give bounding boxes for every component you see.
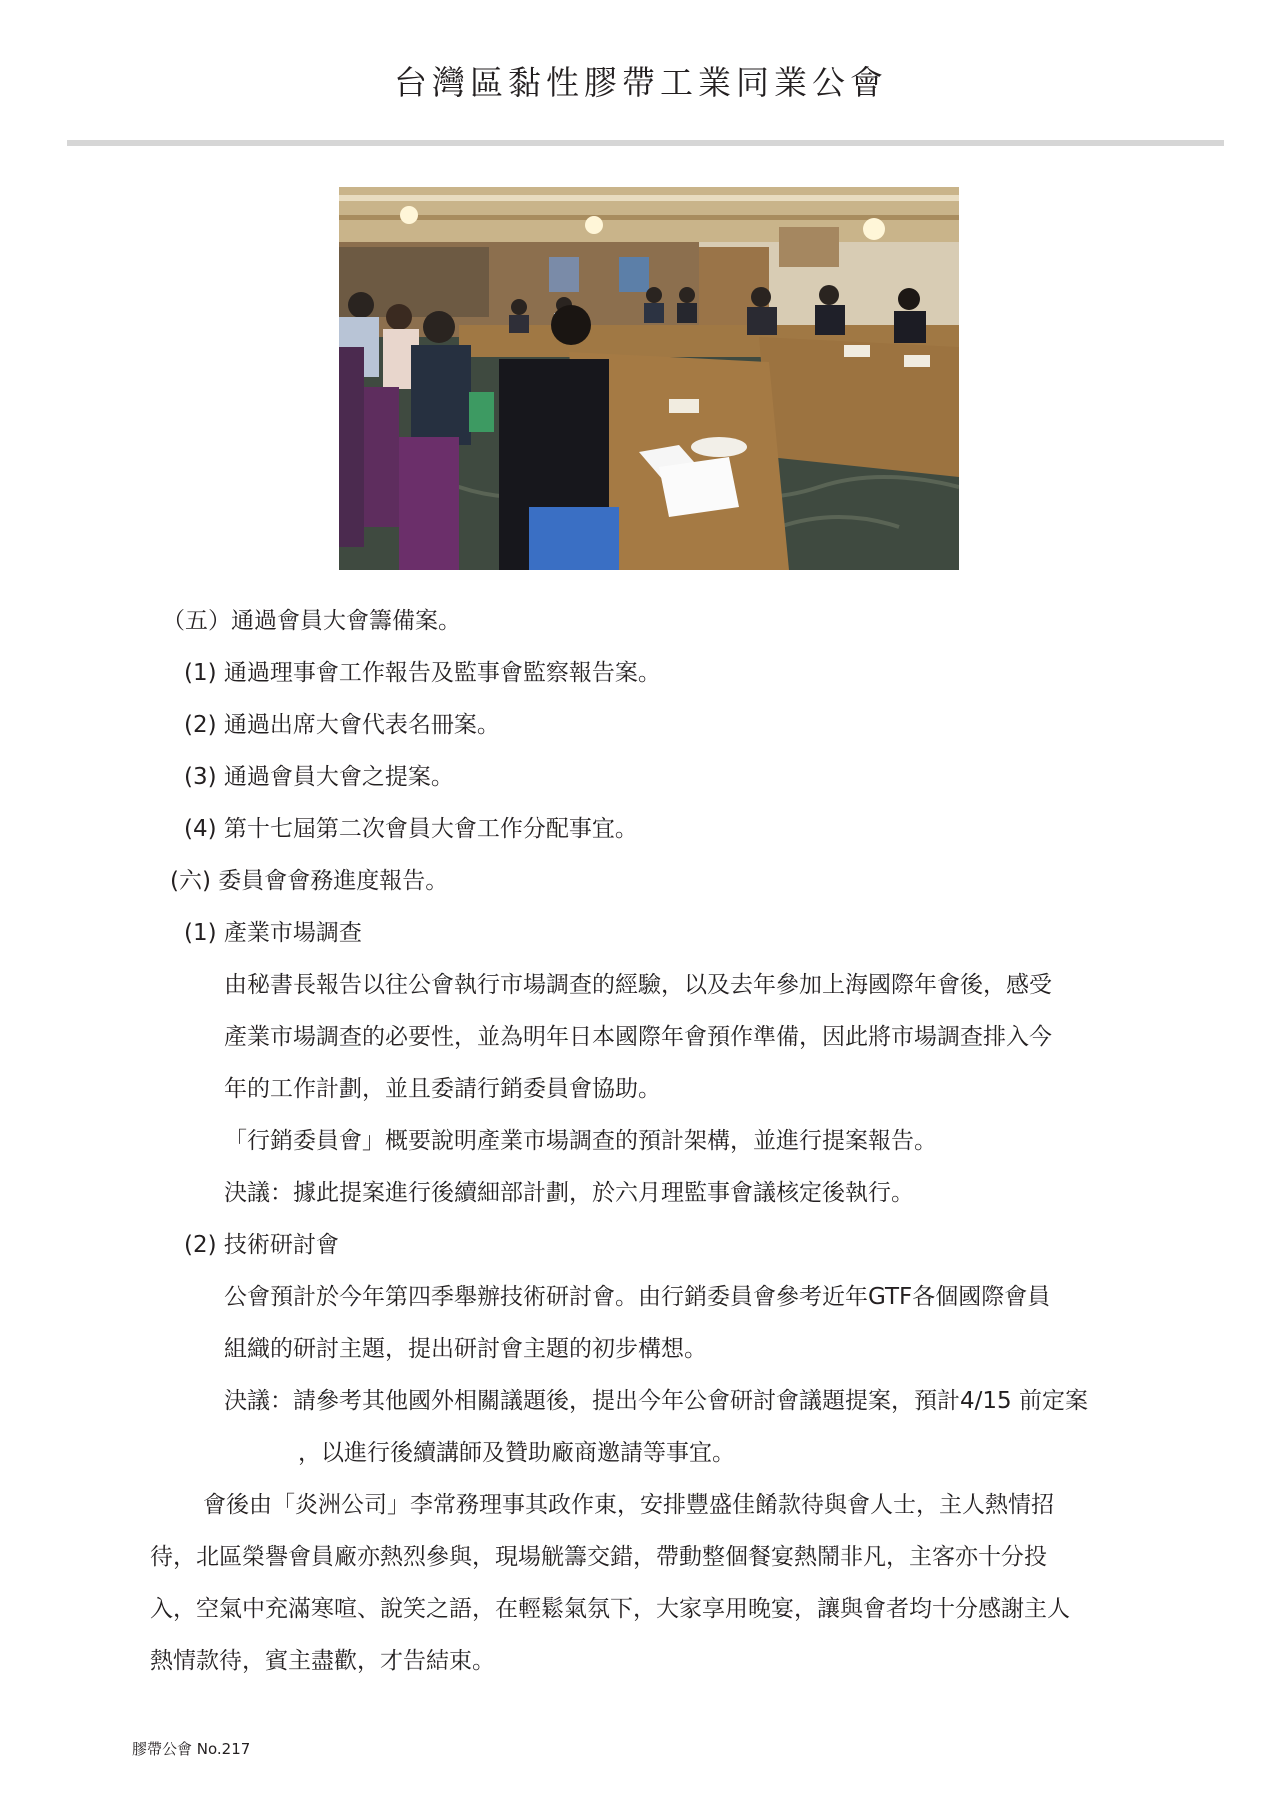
section-6-item-2-para-1-line-1: 公會預計於今年第四季舉辦技術研討會。由行銷委員會參考近年GTF各個國際會員 xyxy=(224,1284,1051,1310)
closing-para-line-3: 入，空氣中充滿寒喧、說笑之語，在輕鬆氣氛下，大家享用晚宴，讓與會者均十分感謝主人 xyxy=(150,1596,1070,1622)
closing-para-line-4: 熱情款待，賓主盡歡，才告結束。 xyxy=(150,1648,495,1674)
section-6-item-2-resolution-line-2: ，以進行後續講師及贊助廠商邀請等事宜。 xyxy=(298,1440,735,1466)
header-divider xyxy=(67,140,1224,146)
section-5-heading: （五）通過會員大會籌備案。 xyxy=(162,608,461,634)
section-6-item-2-para-1-line-2: 組織的研討主題，提出研討會主題的初步構想。 xyxy=(224,1336,707,1362)
section-6-item-1-para-1-line-2: 產業市場調查的必要性，並為明年日本國際年會預作準備，因此將市場調查排入今 xyxy=(224,1024,1052,1050)
closing-para-line-1: 會後由「炎洲公司」李常務理事其政作東，安排豐盛佳餚款待與會人士，主人熱情招 xyxy=(203,1492,1054,1518)
section-5-item-3: (3) 通過會員大會之提案。 xyxy=(184,764,454,790)
section-5-item-2: (2) 通過出席大會代表名冊案。 xyxy=(184,712,500,738)
meeting-photo xyxy=(339,187,959,570)
section-6-item-2-resolution-line-1: 決議：請參考其他國外相關議題後，提出今年公會研討會議題提案，預計4/15 前定案 xyxy=(224,1388,1088,1414)
page-header-title: 台灣區黏性膠帶工業同業公會 xyxy=(394,63,888,102)
section-6-item-2-title: (2) 技術研討會 xyxy=(184,1232,339,1258)
section-5-item-1: (1) 通過理事會工作報告及監事會監察報告案。 xyxy=(184,660,661,686)
section-6-item-1-para-2: 「行銷委員會」概要說明產業市場調查的預計架構，並進行提案報告。 xyxy=(224,1128,937,1154)
section-5-item-4: (4) 第十七屆第二次會員大會工作分配事宜。 xyxy=(184,816,638,842)
section-6-item-1-para-1-line-1: 由秘書長報告以往公會執行市場調查的經驗，以及去年參加上海國際年會後，感受 xyxy=(224,972,1052,998)
page-footer: 膠帶公會 No.217 xyxy=(132,1740,251,1758)
closing-para-line-2: 待，北區榮譽會員廠亦熱烈參與，現場觥籌交錯，帶動整個餐宴熱鬧非凡，主客亦十分投 xyxy=(150,1544,1047,1570)
section-6-item-1-title: (1) 產業市場調查 xyxy=(184,920,362,946)
section-6-item-1-resolution: 決議：據此提案進行後續細部計劃，於六月理監事會議核定後執行。 xyxy=(224,1180,914,1206)
section-6-heading: (六) 委員會會務進度報告。 xyxy=(170,868,449,894)
section-6-item-1-para-1-line-3: 年的工作計劃，並且委請行銷委員會協助。 xyxy=(224,1076,661,1102)
